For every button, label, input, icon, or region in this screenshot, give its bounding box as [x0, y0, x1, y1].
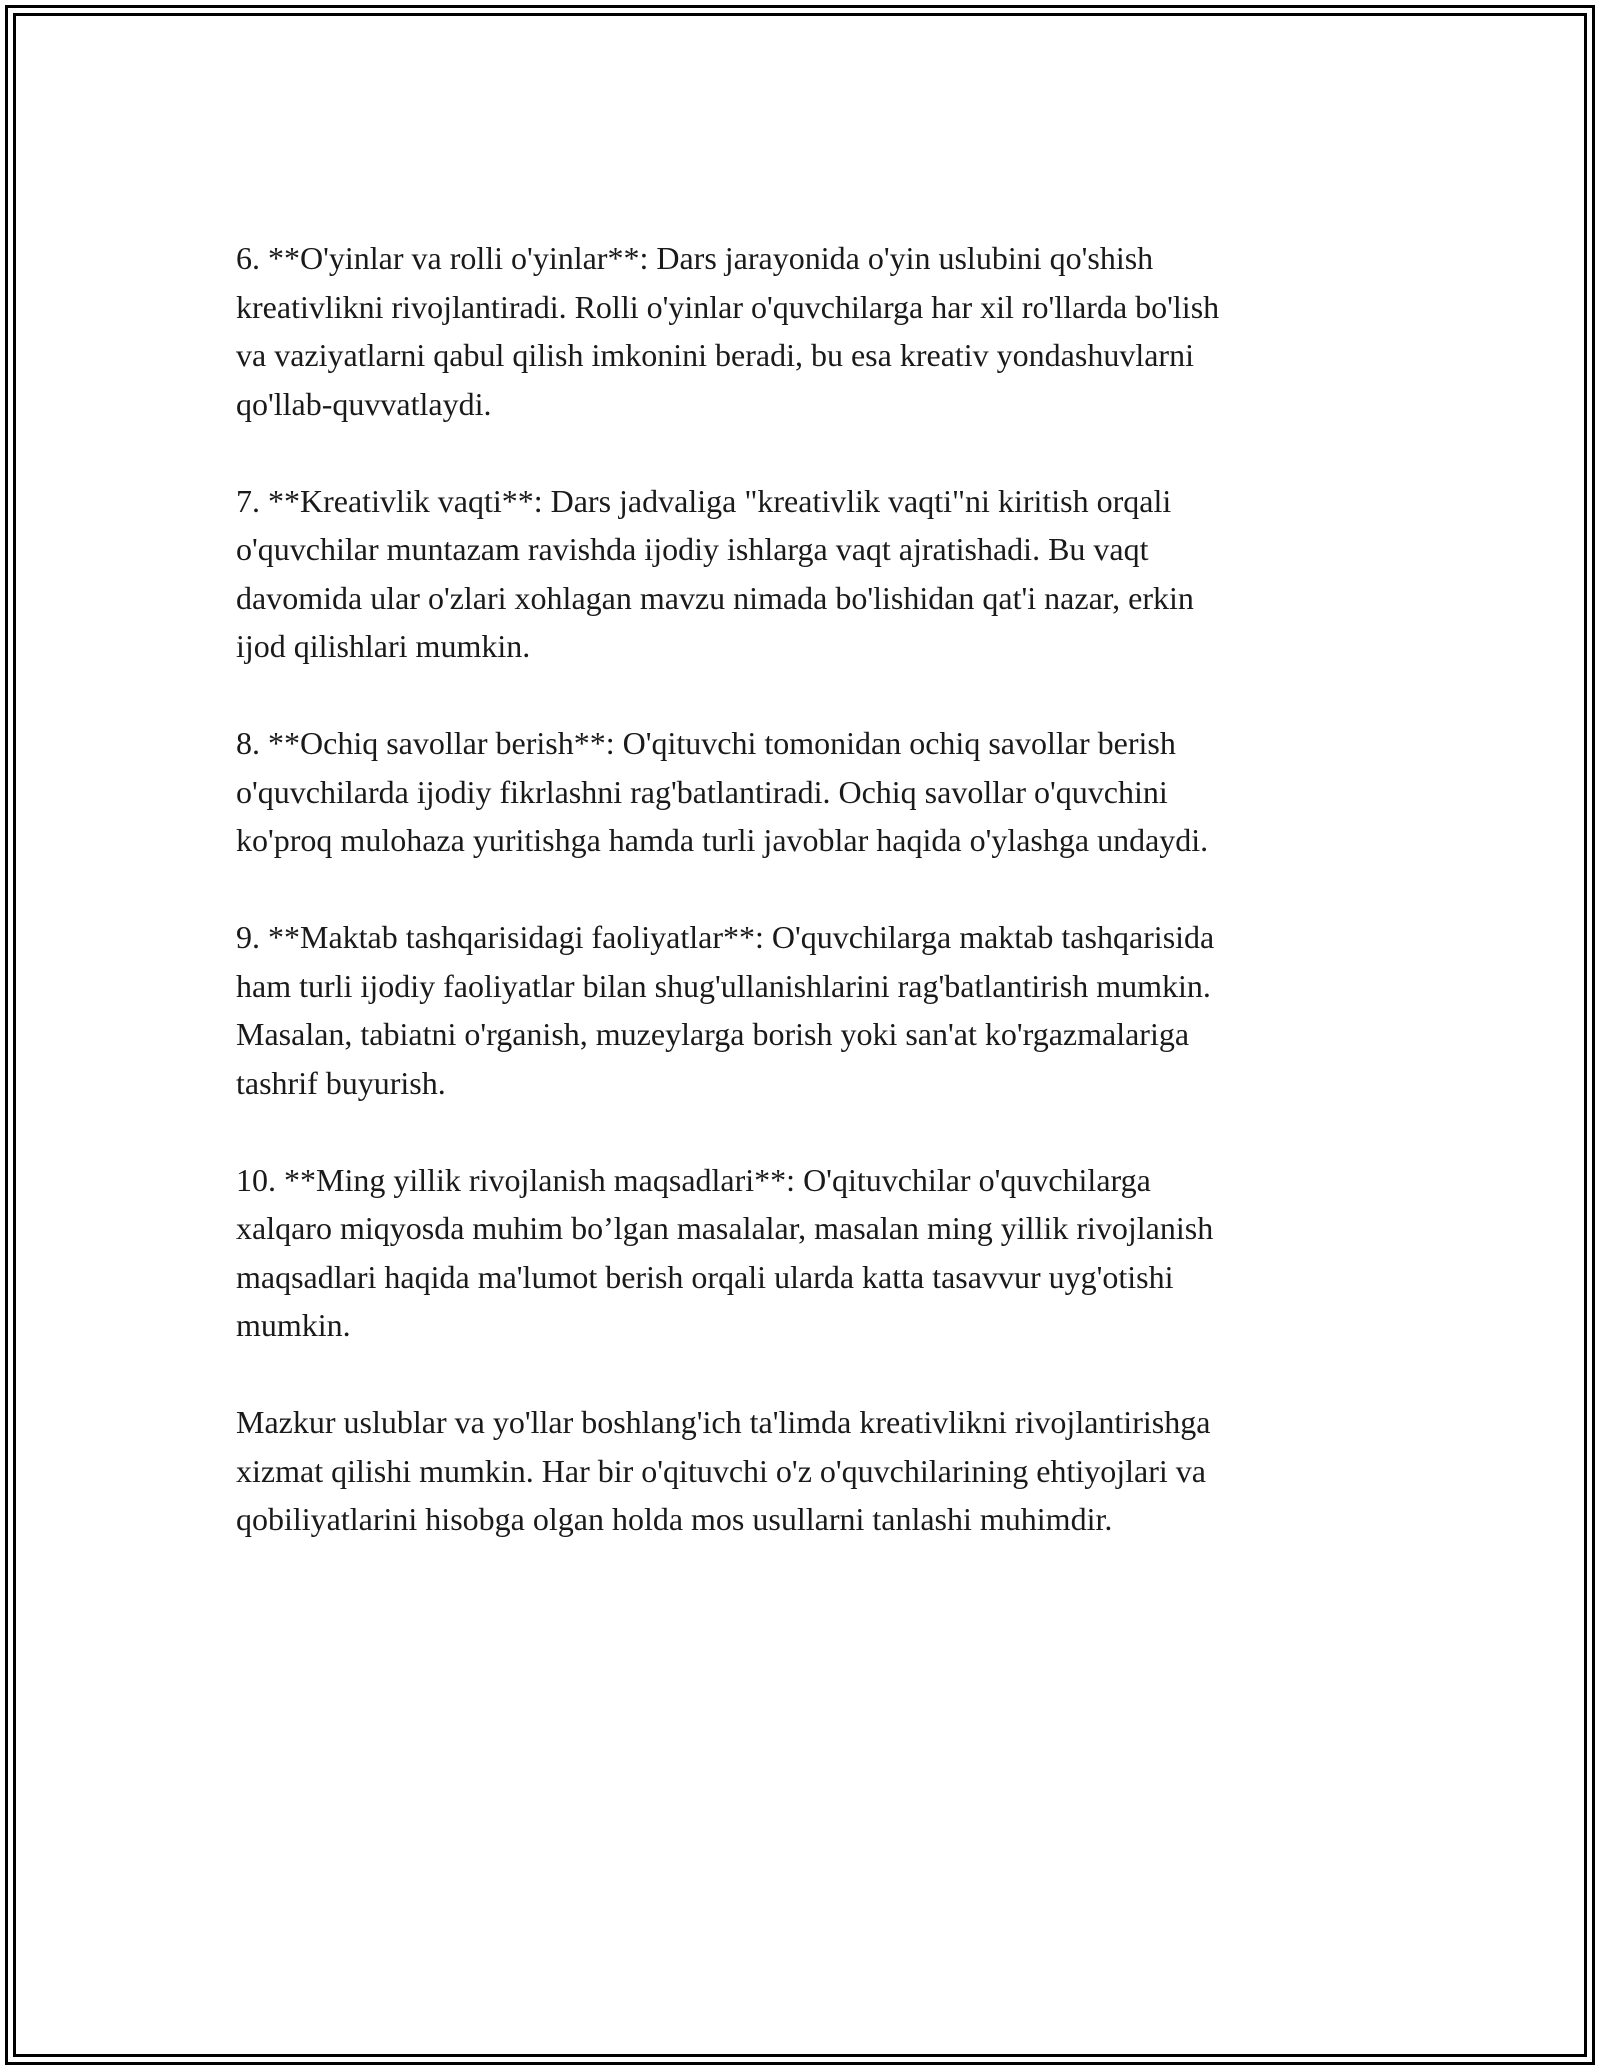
paragraph-conclusion: Mazkur uslublar va yo'llar boshlang'ich ta'limda kreativlikni rivojlantirishga xizmat qilishi mumkin. Har bir o'qituvchi o'z o'quvchilarining ehtiyojlari va qobiliyatlarini hisobga olgan holda mos usullarni tanlashi muhimdir. — [236, 1404, 1211, 1537]
paragraph-item-9: 9. **Maktab tashqarisidagi faoliyatlar**: O'quvchilarga maktab tashqarisida ham turli ijodiy faoliyatlar bilan shug'ullanishlarini rag'batlantirish mumkin. Masalan, tabiatni o'rganish, muzeylarga borish yoki san'at ko'rgazmalariga tashrif buyurish. — [236, 919, 1215, 1101]
document-body — [236, 234, 1386, 1592]
paragraph-item-10: 10. **Ming yillik rivojlanish maqsadlari**: O'qituvchilar o'quvchilarga xalqaro miqyosda muhim bo’lgan masalalar, masalan ming yillik rivojlanish maqsadlari haqida ma'lumot berish orqali ularda katta tasavvur uyg'otishi mumkin. — [236, 1161, 1214, 1343]
paragraph-item-6: 6. **O'yinlar va rolli o'yinlar**: Dars jarayonida o'yin uslubini qo'shish kreativlikni rivojlantiradi. Rolli o'yinlar o'quvchilarga har xil ro'llarda bo'lish va vaziyatlarni qabul qilish imkonini beradi, bu esa kreativ yondashuvlarni qo'llab-quvvatlaydi. — [236, 240, 1220, 422]
paragraph-item-7: 7. **Kreativlik vaqti**: Dars jadvaliga "kreativlik vaqti"ni kiritish orqali o'quvchilar muntazam ravishda ijodiy ishlarga vaqt ajratishadi. Bu vaqt davomida ular o'zlari xohlagan mavzu nimada bo'lishidan qat'i nazar, erkin ijod qilishlari mumkin. — [236, 482, 1194, 664]
paragraph-item-8: 8. **Ochiq savollar berish**: O'qituvchi tomonidan ochiq savollar berish o'quvchilarda ijodiy fikrlashni rag'batlantiradi. Ochiq savollar o'quvchini ko'proq mulohaza yuritishga hamda turli javoblar haqida o'ylashga undaydi. — [236, 725, 1209, 858]
